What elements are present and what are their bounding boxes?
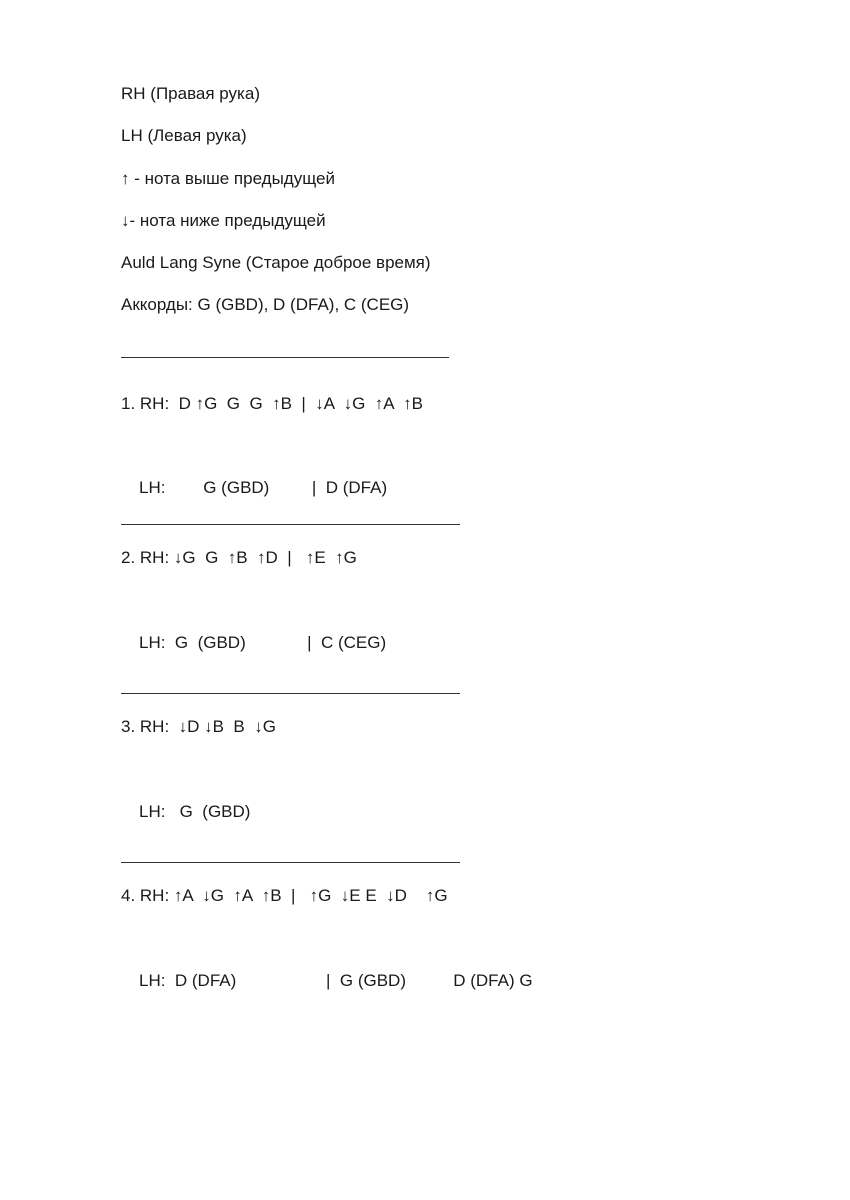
divider	[121, 693, 460, 694]
song-title: Auld Lang Syne (Старое доброе время)	[121, 253, 431, 272]
divider	[121, 524, 460, 525]
legend-lh: LH (Левая рука)	[121, 126, 247, 145]
legend-rh: RH (Правая рука)	[121, 84, 260, 103]
section-4-rh: 4. RH: ↑A ↓G ↑A ↑B | ↑G ↓E E ↓D ↑G	[121, 886, 448, 905]
legend-down: ↓- нота ниже предыдущей	[121, 211, 326, 230]
section-2-rh: 2. RH: ↓G G ↑B ↑D | ↑E ↑G	[121, 548, 357, 567]
section-1-lh: LH: G (GBD) | D (DFA)	[139, 478, 388, 497]
divider	[121, 357, 449, 358]
section-3-lh: LH: G (GBD)	[139, 802, 251, 821]
section-1-rh: 1. RH: D ↑G G G ↑B | ↓A ↓G ↑A ↑B	[121, 394, 423, 413]
divider	[121, 862, 460, 863]
section-4-lh: LH: D (DFA) | G (GBD) D (DFA) G	[139, 971, 533, 990]
section-3-rh: 3. RH: ↓D ↓B B ↓G	[121, 717, 276, 736]
chords-list: Аккорды: G (GBD), D (DFA), C (CEG)	[121, 295, 410, 314]
section-2-lh: LH: G (GBD) | C (CEG)	[139, 633, 387, 652]
legend-up: ↑ - нота выше предыдущей	[121, 169, 335, 188]
